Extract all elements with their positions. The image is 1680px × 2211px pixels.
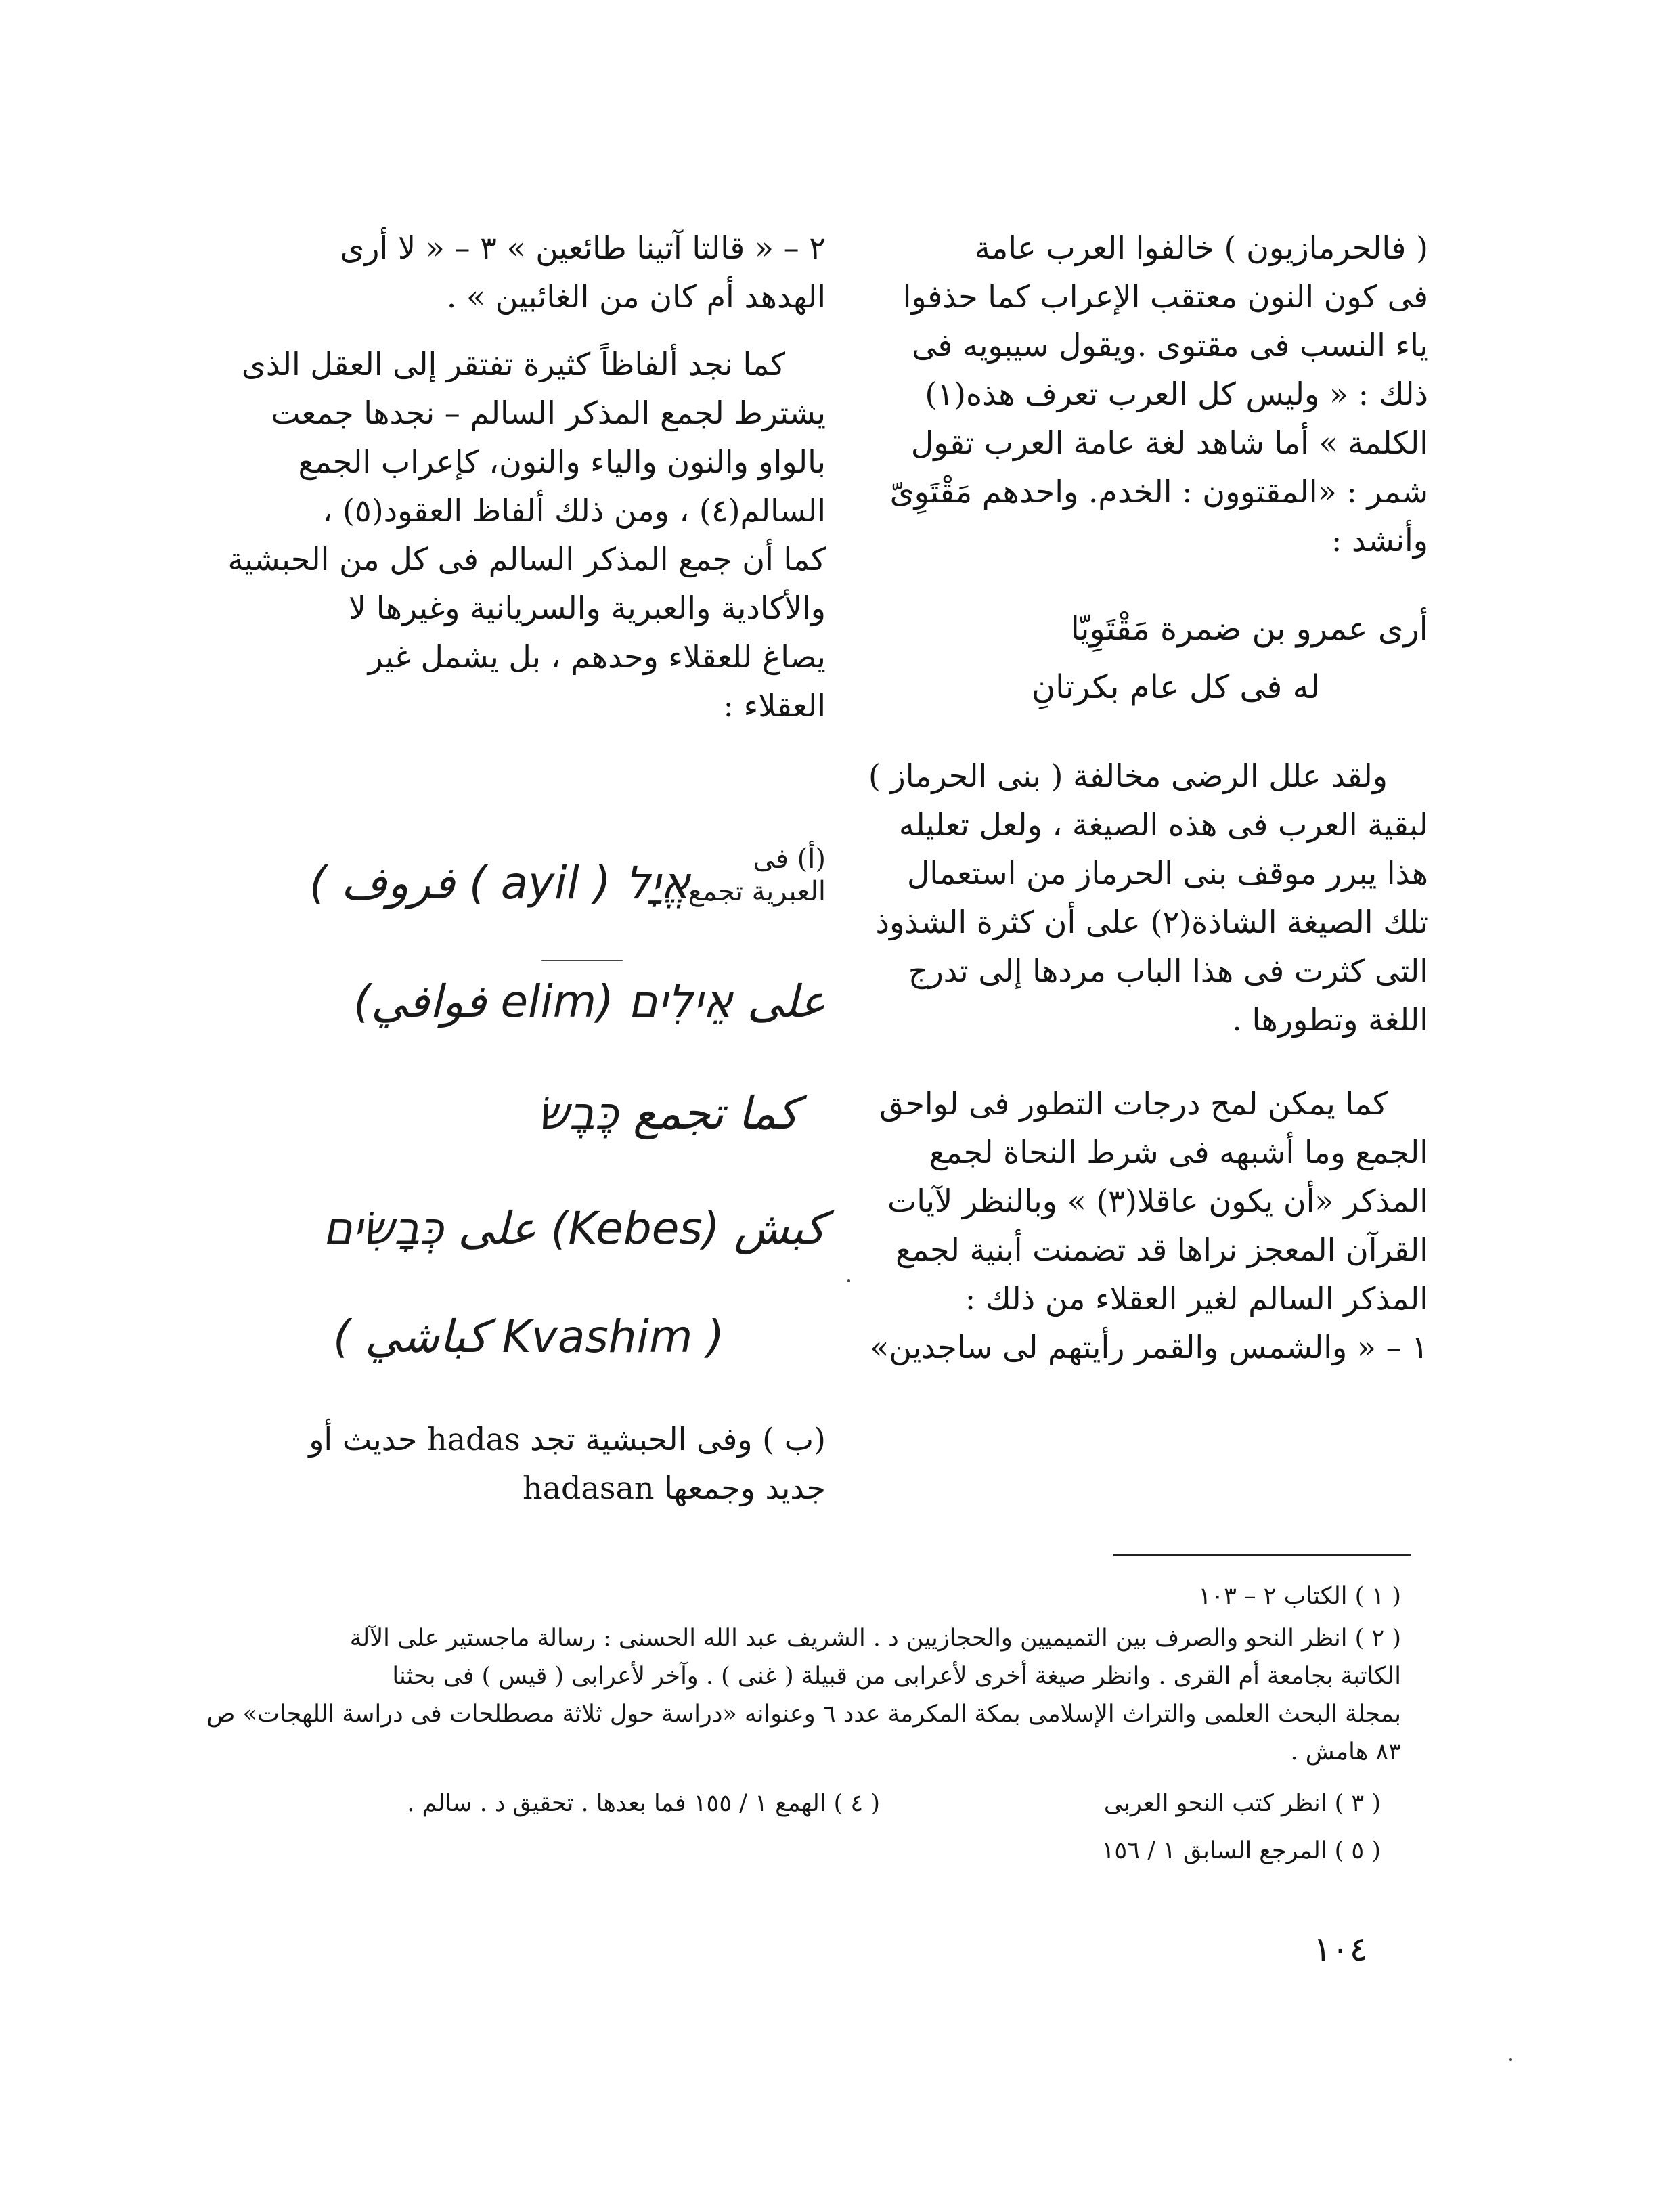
text-line: بالواو والنون والياء والنون، كإعراب الجمع [298,443,826,480]
footnote: ( ٣ ) انظر كتب النحو العربى [1103,1790,1381,1817]
text-line: ذلك : « وليس كل العرب تعرف هذه(١) [925,376,1428,412]
handwritten-line: אֱיָל ( ayil ) فروف ) [309,857,690,909]
text-line: المذكر «أن يكون عاقلا(٣) » وبالنظر لآيات [887,1183,1428,1219]
text-line: لبقية العرب فى هذه الصيغة ، ولعل تعليله [898,806,1428,843]
text-line: الهدهد أم كان من الغائبين » . [446,278,826,315]
left-column-bottom [291,1415,826,1512]
footnote: ( ٢ ) انظر النحو والصرف بين التميميين والحجازيين د . الشريف عبد الله الحسنى : رسالة ماجستير على الآلة [349,1625,1401,1652]
text-line: ١ – « والشمس والقمر رأيتهم لى ساجدين» [870,1329,1428,1365]
handwritten-line: كبش (Kebes) على כְּבָשִׂים [323,1202,826,1254]
handwritten-line: كما تجمع כֶּבֶשׂ [537,1087,799,1139]
text-line: يصاغ للعقلاء وحدهم ، بل يشمل غير [368,638,826,675]
text-line: ( فالحرمازيون ) خالفوا العرب عامة [974,229,1428,266]
text-line: التى كثرت فى هذا الباب مردها إلى تدرج [908,953,1428,989]
footnote: ( ١ ) الكتاب ٢ – ١٠٣ [1198,1583,1401,1610]
text-line: الكلمة » أما شاهد لغة عامة العرب تقول [910,424,1428,461]
text-line: المذكر السالم لغير العقلاء من ذلك : [965,1280,1428,1317]
left-column [227,223,826,730]
scan-speck [541,960,623,961]
scan-speck [1509,2058,1512,2061]
text-line: (ب ) وفى الحبشية تجد hadas حديث أو [309,1421,826,1458]
handwritten-examples [291,829,826,1418]
spacer [873,1044,1428,1079]
scan-speck [847,1279,850,1282]
text-line: وأنشد : [1331,522,1428,559]
text-line: اللغة وتطورها . [1232,1001,1428,1038]
text-line: ياء النسب فى مقتوى .ويقول سيبويه فى [912,327,1428,364]
handwritten-note: العبرية تجمع [688,876,826,907]
handwritten-line: على אֵילִים (elim فوافي) [353,976,826,1028]
verse-line: أرى عمرو بن ضمرة مَقْتَوِيّا [1070,610,1428,648]
verse-line: له فى كل عام بكرتانِ [1031,668,1320,706]
footnote-separator [1113,1554,1411,1556]
text-line: جديد وجمعها hadasan [522,1470,826,1506]
page-number: ١٠٤ [1313,1929,1368,1969]
spacer [873,565,1428,600]
text-line: ٢ – « قالتا آتينا طائعين » ٣ – « لا أرى [340,229,826,266]
text-line: العقلاء : [723,687,826,724]
footnote: بمجلة البحث العلمى والتراث الإسلامى بمكة المكرمة عدد ٦ وعنوانه «دراسة حول ثلاثة مصطلحات فى دراسة اللهجات» ص [206,1701,1401,1728]
spacer [873,716,1428,751]
text-line: شمر : «المقتوون : الخدم. واحدهم مَقْتَوِىّ [889,473,1428,510]
text-line: السالم(٤) ، ومن ذلك ألفاظ العقود(٥) ، [322,492,826,529]
handwritten-line: ( Kvashim كباشي ) [333,1311,724,1363]
spacer [291,321,826,340]
footnote: ٨٣ هامش . [1290,1738,1401,1766]
text-line: الجمع وما أشبهه فى شرط النحاة لجمع [929,1134,1428,1170]
footnote: ( ٥ ) المرجع السابق ١ / ١٥٦ [1101,1837,1381,1864]
text-line: ولقد علل الرضى مخالفة ( بنى الحرماز ) [868,758,1388,794]
text-line: والأكادية والعبرية والسريانية وغيرها لا [348,590,826,626]
text-line: كما نجد ألفاظاً كثيرة تفتقر إلى العقل الذى [241,346,785,382]
footnote: ( ٤ ) الهمع ١ / ١٥٥ فما بعدها . تحقيق د . سالم . [407,1790,880,1817]
right-column [868,223,1428,1372]
text-line: فى كون النون معتقب الإعراب كما حذفوا [902,278,1428,315]
text-line: كما أن جمع المذكر السالم فى كل من الحبشية [227,541,826,577]
text-line: القرآن المعجز نراها قد تضمنت أبنية لجمع [896,1231,1428,1268]
text-line: يشترط لجمع المذكر السالم – نجدها جمعت [271,395,826,431]
footnote: الكاتبة بجامعة أم القرى . وانظر صيغة أخرى لأعرابى من قبيلة ( غنى ) . وآخر لأعرابى ( قيس ) فى بحثنا [392,1663,1401,1690]
text-line: هذا يبرر موقف بنى الحرماز من استعمال [906,855,1428,892]
text-line: كما يمكن لمح درجات التطور فى لواحق [879,1085,1388,1122]
handwritten-note: (أ) فى [753,844,826,875]
text-line: تلك الصيغة الشاذة(٢) على أن كثرة الشذوذ [875,904,1428,940]
